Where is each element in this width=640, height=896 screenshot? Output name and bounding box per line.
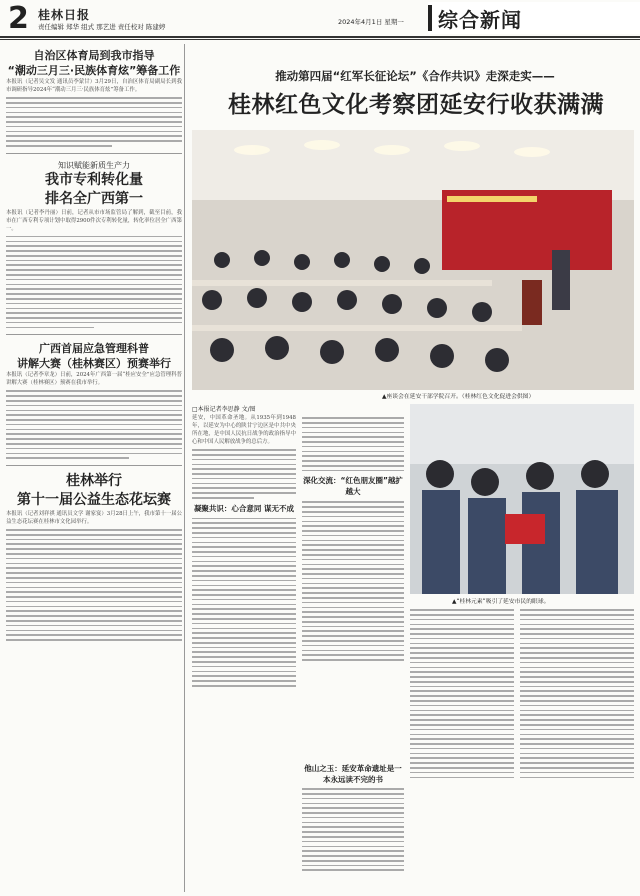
body-lines xyxy=(6,529,182,641)
editors-line: 责任编辑 郑华 组式 那艺进 责任校对 陈建婷 xyxy=(38,23,166,31)
article-title-line2: 讲解大赛（桂林赛区）预赛举行 xyxy=(17,357,171,371)
body-lines xyxy=(302,788,404,871)
body-lines xyxy=(6,390,182,459)
body-lines xyxy=(410,609,514,778)
paper-logo: 桂林日报 xyxy=(38,8,91,22)
main-headline: 桂林红色文化考察团延安行收获满满 xyxy=(228,92,604,118)
body-lines xyxy=(192,449,296,498)
top-rule-thin xyxy=(0,39,640,40)
subhead-1: 凝聚共识：心合意同 谋无不成 xyxy=(193,503,295,513)
left-column xyxy=(6,48,182,644)
body-lines xyxy=(302,417,404,471)
page-number: 2 xyxy=(8,1,29,36)
main-kicker: 推动第四届“红军长征论坛”《合作共识》走深走实—— xyxy=(275,69,555,83)
byline: □本报记者李思静 文/图 xyxy=(192,406,256,413)
section-title: 综合新闻 xyxy=(438,7,522,32)
section-banner xyxy=(428,2,640,34)
article-lead: 本报讯（记者李丹丽）日前，记者从市市场监管局了解到，截至目前，我市在广西专利专项计划中取得2900件次专利转化量，转化率位居全广西第一。 xyxy=(6,209,182,232)
exhibition-photo xyxy=(410,404,634,594)
body-lines xyxy=(302,501,404,660)
divider xyxy=(6,465,182,466)
main-col-1 xyxy=(192,414,296,690)
body-lines xyxy=(192,518,296,687)
body-lines xyxy=(520,609,634,778)
article-title: 广西首届应急管理科普 xyxy=(39,342,149,356)
article-title-line2: “潮动三月三·民族体育炫”筹备工作 xyxy=(7,64,181,77)
section-bar-icon xyxy=(428,5,432,31)
main-col-2b xyxy=(302,760,404,874)
column-rule xyxy=(184,44,185,892)
article-title-line2: 第十一届公益生态花坛赛 xyxy=(17,491,171,508)
article-patents[interactable] xyxy=(6,160,182,329)
article-lead: 本报讯（记者李章龙）日前，2024年广西第一届“桂应安全”应急管理科普讲解大赛（桂林赛区）预赛在我市举行。 xyxy=(6,372,182,387)
article-title: 我市专利转化量 xyxy=(45,171,143,188)
conference-photo xyxy=(192,130,634,390)
main-col-3 xyxy=(410,606,514,781)
article-lead: 本报讯（记者吴文发 通讯员李蒙甘）3月29日，自治区体育局副局长到我市调研指导2024年“潮动三月三·民族体育炫”筹备工作。 xyxy=(6,79,182,93)
photo2-caption: ▲“桂林元素”吸引了延安市民的眼球。 xyxy=(452,599,550,605)
article-kicker: 知识赋能新质生产力 xyxy=(58,160,130,170)
issue-date: 2024年4月1日 星期一 xyxy=(338,18,404,26)
article-lead: 本报讯（记者刘祥祺 通讯员文学 谢家宴）3月28日上午，我市第十一届公益生态花坛赛在桂林市文化园举行。 xyxy=(6,510,182,525)
divider xyxy=(6,334,182,335)
top-rule xyxy=(0,36,640,38)
main-col-4 xyxy=(520,606,634,781)
main-col-2 xyxy=(302,414,404,664)
body-lines xyxy=(6,97,182,146)
article-sports[interactable] xyxy=(6,48,182,147)
article-title-line2: 排名全广西第一 xyxy=(45,190,143,207)
divider xyxy=(6,153,182,154)
subhead-2: 深化交流：“红色朋友圈”越扩越大 xyxy=(303,476,403,497)
body-lines xyxy=(6,236,182,328)
article-flowerbed[interactable] xyxy=(6,472,182,641)
main-lead: 延安，中国革命圣地。从1935年到1948年，以延安为中心的陕甘宁边区是中共中央所在地，是中国人民抗日战争的政治指导中心和中国人民解放战争的总后方。 xyxy=(192,415,296,445)
subhead-3: 他山之玉：延安革命遗址是一本永远读不完的书 xyxy=(304,764,402,784)
article-title: 桂林举行 xyxy=(66,472,122,489)
photo1-caption: ▲座谈会在延安干部学院召开。（桂林红色文化促进会供图） xyxy=(382,394,535,400)
article-title: 自治区体育局到我市指导 xyxy=(33,49,155,62)
article-emergency[interactable] xyxy=(6,341,182,459)
